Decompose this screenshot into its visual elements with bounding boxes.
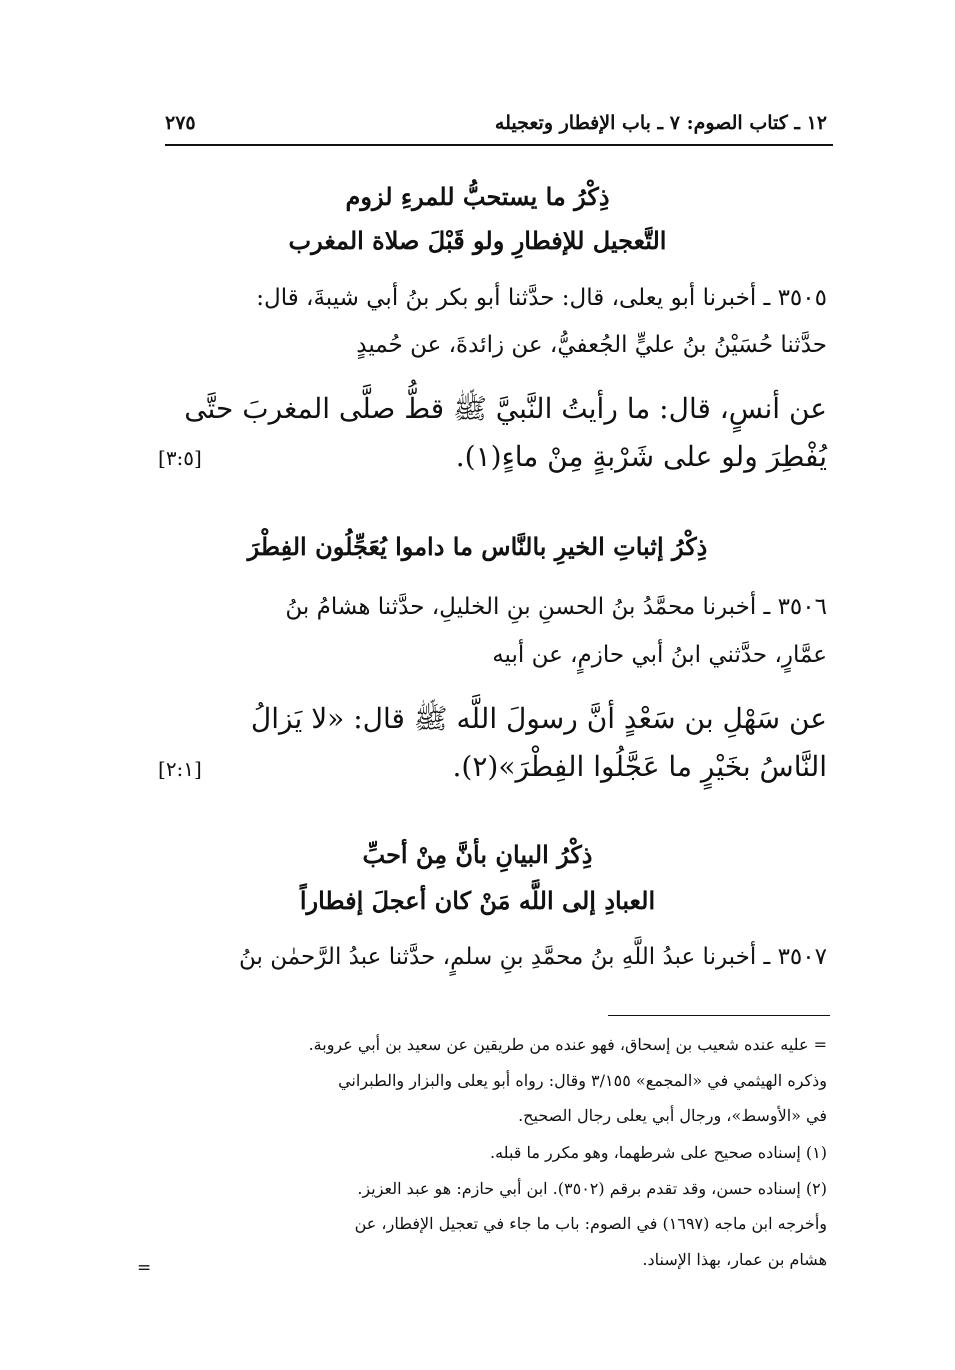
isnad-line: حدَّثنا حُسَيْنُ بنُ عليٍّ الجُعفيُّ، عن زائدةَ، عن حُميدٍ	[356, 332, 827, 358]
footnote-line: هشام بن عمار، بهذا الإسناد.	[642, 1250, 827, 1269]
footnote-line: (١) إسناده صحيح على شرطهما، وهو مكرر ما قبله.	[490, 1143, 827, 1162]
matn-line: عن أنسٍ، قال: ما رأيتُ النَّبيَّ ﷺ قطُّ صلَّى المغربَ حتَّى	[184, 392, 827, 425]
section-title: التَّعجيل للإفطارِ ولو قَبْلَ صلاة المغرب	[288, 226, 667, 255]
hadith-reference: [٣:٥]	[158, 446, 202, 470]
matn-line: عن سَهْلِ بن سَعْدٍ أنَّ رسولَ اللَّه ﷺ قال: «لا يَزالُ	[250, 702, 827, 735]
footnote-rule	[608, 1015, 830, 1016]
footnote-line: وأخرجه ابن ماجه (١٦٩٧) في الصوم: باب ما جاء في تعجيل الإفطار، عن	[354, 1214, 827, 1233]
section-title: ذِكْرُ البيانِ بأنَّ مِنْ أحبِّ	[362, 840, 593, 869]
isnad-line: ٣٥٠٥ ـ أخبرنا أبو يعلى، قال: حدَّثنا أبو بكر بنُ أبي شيبةَ، قال:	[256, 285, 827, 311]
section-title: ذِكْرُ ما يستحبُّ للمرءِ لزوم	[345, 182, 610, 211]
hadith-reference: [٢:١]	[158, 757, 202, 781]
section-title: ذِكْرُ إثباتِ الخيرِ بالنَّاس ما داموا يُعَجِّلُون الفِطْرَ	[247, 532, 708, 561]
matn-line: النَّاسُ بخَيْرٍ ما عَجَّلُوا الفِطْرَ»(٢).	[452, 750, 827, 783]
section-title: العبادِ إلى اللَّه مَنْ كان أعجلَ إفطاراً	[299, 886, 656, 915]
footnote-line: وذكره الهيثمي في «المجمع» ٣/١٥٥ وقال: رواه أبو يعلى والبزار والطبراني	[338, 1071, 827, 1090]
header-rule	[165, 144, 833, 146]
footnote-line: في «الأوسط»، ورجال أبي يعلى رجال الصحيح.	[518, 1106, 827, 1125]
isnad-line: عمَّارٍ، حدَّثني ابنُ أبي حازمٍ، عن أبيه	[492, 642, 827, 668]
footnote-line: (٢) إسناده حسن، وقد تقدم برقم (٣٥٠٢). ابن أبي حازم: هو عبد العزيز.	[357, 1179, 827, 1198]
isnad-line: ٣٥٠٧ ـ أخبرنا عبدُ اللَّهِ بنُ محمَّدِ بنِ سلمٍ، حدَّثنا عبدُ الرَّحمٰن بنُ	[239, 944, 827, 970]
footnote-line: = عليه عنده شعيب بن إسحاق، فهو عنده من طريقين عن سعيد بن أبي عروبة.	[308, 1035, 827, 1054]
isnad-line: ٣٥٠٦ ـ أخبرنا محمَّدُ بنُ الحسنِ بنِ الخليلِ، حدَّثنا هشامُ بنُ	[285, 594, 827, 620]
running-header-chapter: ١٢ ـ كتاب الصوم: ٧ ـ باب الإفطار وتعجيله	[494, 112, 827, 134]
continuation-mark: =	[137, 1258, 152, 1278]
matn-line: يُفْطِرَ ولو على شَرْبةٍ مِنْ ماءٍ(١).	[455, 440, 827, 473]
page-number: ٢٧٥	[165, 112, 196, 134]
